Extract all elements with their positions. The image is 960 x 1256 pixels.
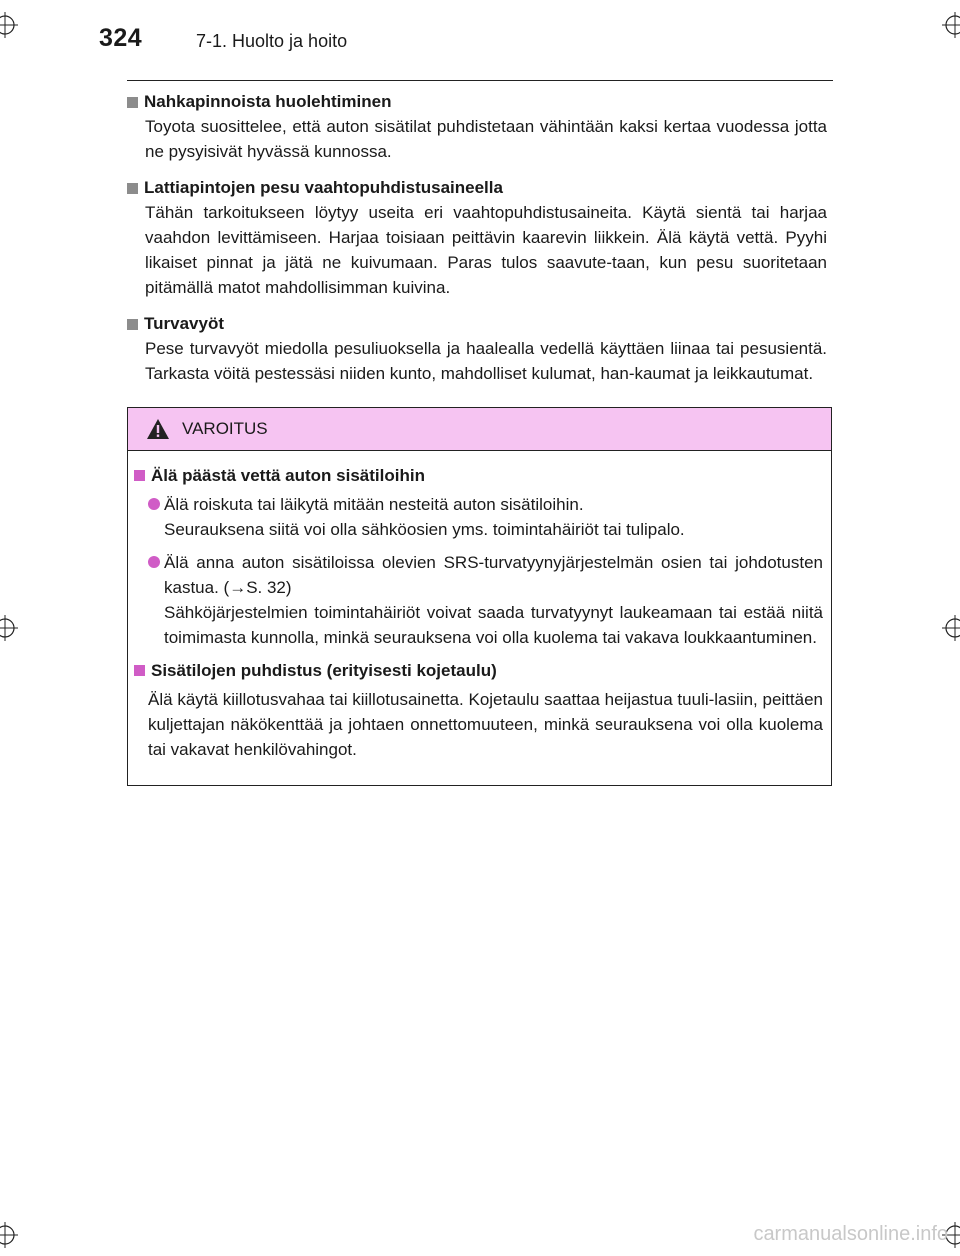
section-header: 7-1. Huolto ja hoito [196,31,348,51]
warning-bullet-text: Sähköjärjestelmien toimintahäiriöt voivat saada turvatyynyt laukeamaan tai estää niitä toimimasta kunnolla, minkä seurauksena voi olla kuolema tai vakava loukkaantuminen. [164,603,823,647]
item-body: Pese turvavyöt miedolla pesuliuoksella ja haalealla vedellä käyttäen liinaa tai pesusientä. Tarkasta vöitä pestessäsi niiden kunto, mahdolliset kulumat, han-kaumat ja leikkautumat. [145,339,827,383]
square-bullet-icon [127,319,138,330]
circle-bullet-icon [148,498,160,510]
warning-box [127,407,832,786]
item-title [127,90,827,114]
crop-mark-icon [0,12,18,38]
main-content [127,90,827,398]
warning-header [128,408,831,451]
watermark: carmanualsonline.info [753,1223,948,1245]
square-bullet-icon [134,470,145,481]
page-number: 324 [99,24,143,52]
item-body: Toyota suosittelee, että auton sisätilat puhdistetaan vähintään kaksi kertaa vuodessa jotta ne pysyisivät hyvässä kunnossa. [145,117,827,161]
warning-section-title-text: Sisätilojen puhdistus (erityisesti kojetaulu) [151,661,497,680]
circle-bullet-icon [148,556,160,568]
warning-triangle-icon [146,418,170,440]
warning-section-title [134,463,823,488]
warning-bullet-text: Älä roiskuta tai läikytä mitään nesteitä auton sisätiloihin. [164,495,584,514]
warning-bullet-text: Älä anna auton sisätiloissa olevien SRS-turvatyynyjärjestelmän osien tai johdotusten kastua. (→S. 32) [164,553,823,597]
crop-mark-icon [942,615,960,641]
item-title [127,176,827,200]
warning-bullet [148,550,823,650]
item-title-text: Nahkapinnoista huolehtiminen [144,92,392,111]
warning-body [128,451,831,762]
warning-section-body: Älä käytä kiillotusvahaa tai kiillotusainetta. Kojetaulu saattaa heijastua tuuli-lasiin, peittäen kuljettajan näkökenttää ja johtaen onnettomuuteen, minkä seurauksena voi olla kuolema tai vakavat henkilövahingot. [148,690,823,759]
item-title-text: Lattiapintojen pesu vaahtopuhdistusaineella [144,178,503,197]
crop-mark-icon [942,12,960,38]
crop-mark-icon [0,615,18,641]
warning-bullet [148,492,823,542]
square-bullet-icon [127,97,138,108]
header-divider [127,80,833,81]
item-leather [127,90,827,164]
warning-bullet-text: Seurauksena siitä voi olla sähköosien yms. toimintahäiriöt tai tulipalo. [164,520,685,539]
item-seatbelts [127,312,827,386]
square-bullet-icon [127,183,138,194]
warning-label: VAROITUS [182,419,268,438]
item-floor [127,176,827,300]
warning-section-title [134,658,823,683]
square-bullet-icon [134,665,145,676]
item-title-text: Turvavyöt [144,314,224,333]
item-title [127,312,827,336]
item-body: Tähän tarkoitukseen löytyy useita eri vaahtopuhdistusaineita. Käytä sientä tai harjaa vaahdon levittämiseen. Harjaa toisiaan peittävin kaarevin liikkein. Älä käytä vettä. Pyyhi likaiset pinnat ja jätä ne kuivumaan. Paras tulos saavute-taan, kun pesu suoritetaan pitämällä matot mahdollisimman kuivina. [145,203,827,297]
warning-section-title-text: Älä päästä vettä auton sisätiloihin [151,466,425,485]
crop-mark-icon [0,1222,18,1248]
